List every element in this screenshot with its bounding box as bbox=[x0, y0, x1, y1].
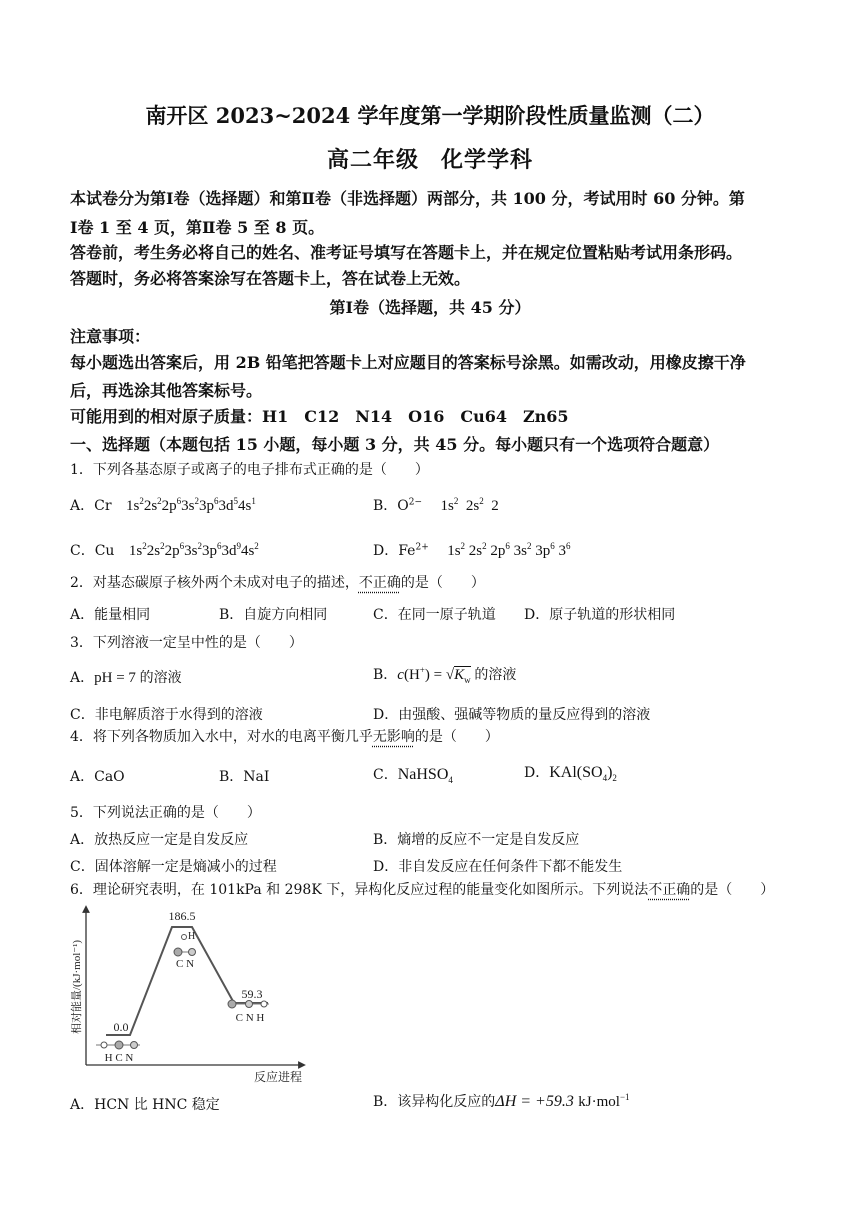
atom-h bbox=[101, 1042, 107, 1048]
atom-c bbox=[115, 1041, 123, 1049]
level-value-hnc: 59.3 bbox=[241, 987, 263, 1001]
q3-option-d: D．由强酸、强碱等物质的量反应得到的溶液 bbox=[373, 707, 651, 723]
q6-option-b: B．该异构化反应的ΔH = +59.3 kJ·mol$^{-1}$ bbox=[373, 1092, 630, 1110]
intro-line-4: 答题时，务必将答案涂写在答题卡上，答在试卷上无效。 bbox=[70, 269, 471, 288]
q3-b-formula: $c(H^+) = √K_w$ bbox=[397, 665, 471, 685]
exam-subtitle bbox=[0, 143, 860, 174]
level-atoms-hnc: C N H bbox=[235, 1012, 265, 1024]
section-heading: 第Ⅰ卷（选择题，共 45 分） bbox=[329, 298, 531, 317]
question-3-stem: 3．下列溶液一定呈中性的是（ ） bbox=[70, 635, 303, 651]
q1-b-label: B．O bbox=[373, 498, 409, 514]
q4-option-a: A．CaO bbox=[70, 769, 125, 785]
question-4-stem: 4．将下列各物质加入水中，对水的电离平衡几乎无影响的是（ ） bbox=[70, 729, 499, 745]
q1-d-label: D．Fe bbox=[373, 543, 416, 559]
intro-line-1: 本试卷分为第Ⅰ卷（选择题）和第Ⅱ卷（非选择题）两部分，共 100 分，考试用时 60 分钟。第 bbox=[70, 189, 745, 208]
atomic-masses: 可能用到的相对原子质量：H1 C12 N14 O16 Cu64 Zn65 bbox=[70, 407, 569, 426]
q4-d-formula: $KAl(SO_4)_2$ bbox=[549, 764, 617, 784]
energy-diagram bbox=[66, 905, 316, 1090]
part-title: 一、选择题（本题包括 15 小题，每小题 3 分，共 45 分。每小题只有一个选项符合题意） bbox=[70, 435, 720, 454]
q5-option-a: A．放热反应一定是自发反应 bbox=[70, 832, 249, 848]
q1-b-config: $1s^2$ $2s^2$ 2 bbox=[440, 496, 499, 514]
notes-title: 注意事项： bbox=[70, 327, 151, 346]
notes-line-1: 每小题选出答案后，用 2B 铅笔把答题卡上对应题目的答案标号涂黑。如需改动，用橡皮擦干净 bbox=[70, 353, 746, 372]
level-value-hcn: 0.0 bbox=[113, 1020, 129, 1034]
q1-option-a bbox=[70, 495, 256, 515]
q1-c-config: $1s^22s^22p^63s^23p^63d^94s^2$ bbox=[128, 541, 259, 559]
q2-option-d: D．原子轨道的形状相同 bbox=[524, 607, 676, 623]
q1-d-charge: 2+ bbox=[415, 542, 429, 553]
q4-option-b: B．NaI bbox=[219, 769, 270, 785]
question-1-stem: 1．下列各基态原子或离子的电子排布式正确的是（ ） bbox=[70, 462, 429, 478]
question-5-stem: 5．下列说法正确的是（ ） bbox=[70, 805, 261, 821]
q3-option-b: B．$c(H^+) = √K_w$ 的溶液 bbox=[373, 665, 517, 685]
x-axis-label: 反应进程 bbox=[253, 1070, 303, 1084]
q6-option-a: A．HCN 比 HNC 稳定 bbox=[70, 1097, 220, 1113]
y-axis-label: 相对能量/(kJ·mol⁻¹) bbox=[71, 939, 83, 1035]
q2-option-c: C．在同一原子轨道 bbox=[373, 607, 496, 623]
question-2-stem: 2．对基态碳原子核外两个未成对电子的描述，不正确的是（ ） bbox=[70, 575, 485, 591]
q2-option-b: B．自旋方向相同 bbox=[219, 607, 328, 623]
emphasis-no-effect: 无影响 bbox=[372, 729, 415, 745]
q1-option-b bbox=[373, 495, 499, 515]
intro-line-3: 答卷前，考生务必将自己的姓名、准考证号填写在答题卡上，并在规定位置粘贴考试用条形码。 bbox=[70, 243, 743, 262]
level-atoms-ts: C N bbox=[175, 958, 195, 970]
q4-option-d: D．$KAl(SO_4)_2$ bbox=[524, 764, 617, 784]
level-atoms-hcn: H C N bbox=[104, 1052, 134, 1064]
q1-option-c bbox=[70, 540, 259, 560]
q1-a-config: $1s^22s^22p^63s^23p^63d^54s^1$ bbox=[125, 496, 256, 514]
atom-n bbox=[131, 1042, 138, 1049]
exam-title: 南开区 2023~2024 学年度第一学期阶段性质量监测（二） bbox=[145, 103, 715, 128]
subject-label: 化学学科 bbox=[441, 147, 534, 173]
q3-option-a: A．pH = 7 的溶液 bbox=[70, 670, 182, 686]
q1-c-label: C．Cu bbox=[70, 543, 115, 559]
question-6-stem: 6．理论研究表明，在 101kPa 和 298K 下，异构化反应过程的能量变化如图所示。下列说法不正确的是（ ） bbox=[70, 882, 775, 898]
grade-label: 高二年级 bbox=[326, 147, 419, 173]
emphasis-not-correct: 不正确 bbox=[358, 575, 401, 591]
q1-option-d bbox=[373, 540, 570, 560]
q1-b-charge: 2− bbox=[408, 497, 423, 508]
q1-a-label: A．Cr bbox=[70, 498, 112, 514]
q3-option-c: C．非电解质溶于水得到的溶液 bbox=[70, 707, 263, 723]
q5-option-b: B．熵增的反应不一定是自发反应 bbox=[373, 832, 580, 848]
q6-b-value: ΔH = +59.3 bbox=[495, 1093, 574, 1110]
ts-h-label: H bbox=[188, 931, 196, 942]
q5-option-c: C．固体溶解一定是熵减小的过程 bbox=[70, 859, 277, 875]
q5-option-d: D．非自发反应在任何条件下都不能发生 bbox=[373, 859, 623, 875]
emphasis-not-correct-6: 不正确 bbox=[648, 882, 691, 898]
q4-option-c: C．NaHSO$_4$ bbox=[373, 766, 453, 786]
q2-option-a: A．能量相同 bbox=[70, 607, 151, 623]
q1-d-config: $1s^2$ $2s^2$ $2p^6$ $3s^2$ $3p^6$ $3^6$ bbox=[447, 541, 571, 559]
q6-b-unit: kJ·mol$^{-1}$ bbox=[578, 1092, 630, 1110]
intro-line-2: Ⅰ卷 1 至 4 页，第Ⅱ卷 5 至 8 页。 bbox=[70, 218, 325, 237]
level-value-ts: 186.5 bbox=[168, 909, 196, 923]
q3-a-formula: pH = 7 bbox=[94, 670, 140, 686]
notes-line-2: 后，再选涂其他答案标号。 bbox=[70, 381, 263, 400]
q4-c-formula: NaHSO$_4$ bbox=[397, 766, 453, 786]
